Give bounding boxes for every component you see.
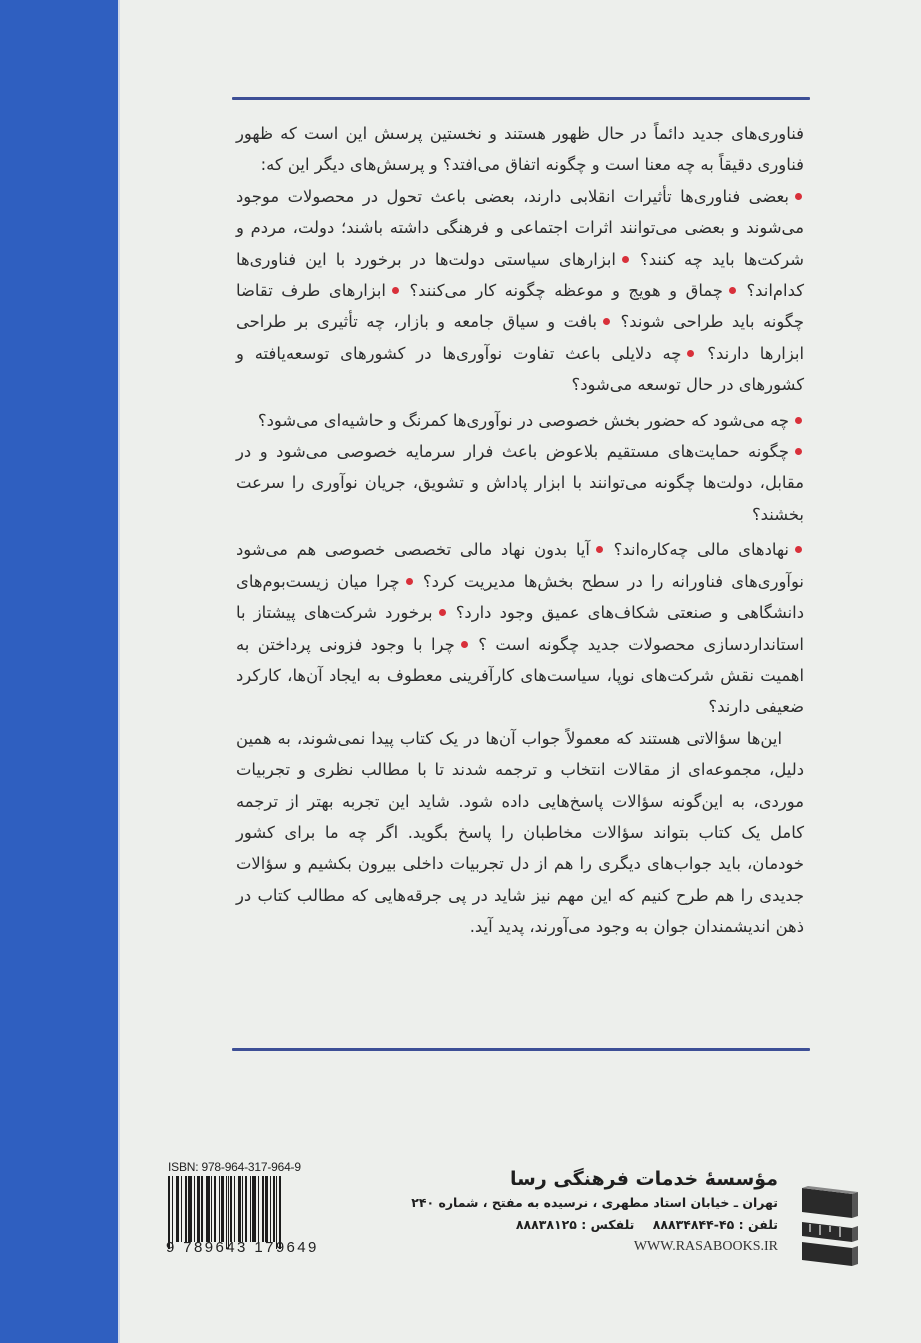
bullet-icon	[392, 287, 399, 294]
bullet-icon	[795, 546, 802, 553]
publisher-address: تهران ـ خیابان استاد مطهری ، نرسیده به مفتح ، شماره ۲۴۰	[411, 1195, 778, 1210]
isbn-label: ISBN: 978-964-317-964-9	[168, 1160, 301, 1174]
bullet-icon	[603, 318, 610, 325]
bullet-icon	[795, 448, 802, 455]
blurb-question-group-3: چگونه حمایت‌های مستقیم بلاعوض باعث فرار سرمایه خصوصی می‌شود و در مقابل، دولت‌ها چگونه می‌توانند با ابزار پاداش و تشویق، جریان نوآوری را سرعت بخشند؟	[236, 442, 804, 524]
bullet-icon	[729, 287, 736, 294]
top-divider-rule	[232, 97, 810, 100]
blurb-question-group-4: نهادهای مالی چه‌کاره‌اند؟ آیا بدون نهاد مالی تخصصی خصوصی هم می‌شود نوآوری‌های فناورانه را در سطح بخش‌ها مدیریت کرد؟ چرا میان زیست‌بوم‌های دانشگاهی و صنعتی شکاف‌های عمیق وجود دارد؟ برخورد شرکت‌های پیشتاز با استانداردسازی محصولات جدید چگونه است ؟ چرا با وجود فزونی پرداختن به اهمیت نقش شرکت‌های نوپا، سیاست‌های کارآفرینی معطوف به ایجاد آن‌ها، کارکرد ضعیفی دارند؟	[236, 540, 804, 717]
isbn-barcode	[166, 1160, 319, 1256]
bullet-icon	[795, 193, 802, 200]
publisher-phone: تلفن : ۴۵-۸۸۸۳۴۸۴۴	[652, 1217, 778, 1232]
publisher-contact	[411, 1214, 778, 1236]
bullet-icon	[687, 350, 694, 357]
publisher-website: WWW.RASABOOKS.IR	[633, 1239, 778, 1254]
bullet-icon	[795, 417, 802, 424]
bullet-icon	[461, 641, 468, 648]
barcode-bars-icon	[168, 1176, 296, 1242]
back-cover-blurb	[236, 118, 804, 943]
bullet-icon	[596, 546, 603, 553]
blurb-question-group-2: چه می‌شود که حضور بخش خصوصی در نوآوری‌ها کمرنگ و حاشیه‌ای می‌شود؟	[236, 405, 804, 436]
barcode-digits: 9 789643 179649	[166, 1239, 319, 1256]
publisher-name: مؤسسهٔ خدمات فرهنگی رسا	[510, 1168, 778, 1190]
blurb-closing-paragraph: این‌ها سؤالاتی هستند که معمولاً جواب آن‌ها در یک کتاب پیدا نمی‌شوند، به همین دلیل، مجموعه‌ای از مقالات انتخاب و ترجمه شدند تا با مطالب نظری و تجربیات موردی، به این‌گونه سؤالات پاسخ‌هایی داده شود. شاید این تجربه بهتر از ترجمه کامل یک کتاب بتواند سؤالات مخاطبان را پاسخ بگوید. اگر چه ما برای کشور خودمان، باید جواب‌های دیگری را هم از دل تجربیات داخلی بیرون بکشیم و سؤالات جدیدی را هم طرح کنیم که این مهم نیز شاید در پی جرقه‌هایی که مطالب کتاب در ذهن اندیشمندان جوان به وجود می‌آورند، پدید آید.	[236, 728, 804, 937]
bullet-icon	[439, 609, 446, 616]
blue-spine-strip	[0, 0, 118, 1343]
spine-edge	[118, 0, 120, 1343]
bottom-divider-rule	[232, 1048, 810, 1051]
bullet-icon	[622, 256, 629, 263]
blurb-intro: فناوری‌های جدید دائماً در حال ظهور هستند و نخستین پرسش این است که ظهور فناوری دقیقاً به چه معنا است و چگونه اتفاق می‌افتد؟ و پرسش‌های دیگر این که:	[236, 124, 804, 175]
bullet-icon	[406, 578, 413, 585]
publisher-info	[411, 1166, 778, 1258]
publisher-fax: تلفکس : ۸۸۸۳۸۱۲۵	[515, 1217, 635, 1232]
rasa-logo-icon	[800, 1180, 860, 1270]
blurb-question-group-1: بعضی فناوری‌ها تأثیرات انقلابی دارند، بعضی باعث تحول در محصولات موجود می‌شوند و بعضی می‌توانند اثرات اجتماعی و فرهنگی داشته باشند؛ دولت، مردم و شرکت‌ها باید چه کنند؟ ابزارهای سیاستی دولت‌ها در برخورد با این فناوری‌ها کدام‌اند؟ چماق و هویج و موعظه چگونه کار می‌کنند؟ ابزارهای طرف تقاضا چگونه باید طراحی شوند؟ بافت و سیاق جامعه و بازار، چه تأثیری بر طراحی ابزارها دارند؟ چه دلایلی باعث تفاوت نوآوری‌ها در کشورهای توسعه‌یافته و کشورهای در حال توسعه می‌شود؟	[236, 186, 805, 395]
